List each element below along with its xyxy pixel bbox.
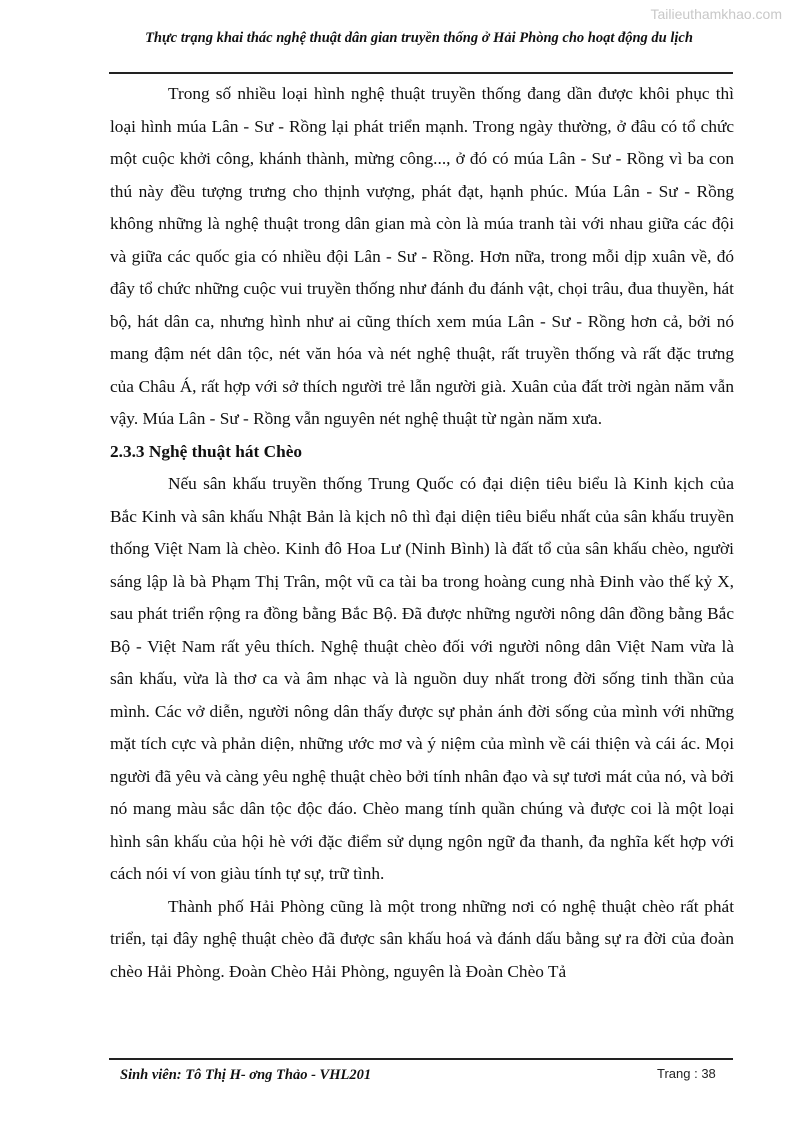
page-number: Trang : 38 <box>657 1066 716 1081</box>
footer-author: Sinh viên: Tô Thị H- ơng Thảo - VHL201 <box>120 1067 372 1083</box>
section-heading: 2.3.3 Nghệ thuật hát Chèo <box>110 441 303 461</box>
paragraph-lan-su-rong: Trong số nhiều loại hình nghệ thuật truyền thống đang dần được khôi phục thì loại hình múa Lân - Sư - Rồng lại phát triển mạnh. Trong ngày thường, ở đâu có tổ chức một cuộc khởi công, khánh thành, mừng công..., ở đó có múa Lân - Sư - Rồng vì ba con thú này đều tượng trưng cho thịnh vượng, phát đạt, hạnh phúc. Múa Lân - Sư - Rồng không những là nghệ thuật trong dân gian mà còn là múa tranh tài với nhau giữa các đội và giữa các quốc gia có nhiều đội Lân - Sư - Rồng. Hơn nữa, trong mỗi dịp xuân về, đó đây tổ chức những cuộc vui truyền thống như đánh đu đánh vật, chọi trâu, đua thuyền, hát bộ, hát dân ca, nhưng hình như ai cũng thích xem múa Lân - Sư - Rồng hơn cả, bởi nó mang đậm nét dân tộc, nét văn hóa và nét nghệ thuật, rất truyền thống và rất đặc trưng của Châu Á, rất hợp với sở thích người trẻ lẫn người già. Xuân của đất trời ngàn năm vẫn vậy. Múa Lân - Sư - Rồng vẫn nguyên nét nghệ thuật từ ngàn năm xưa. <box>110 84 734 428</box>
page-header-title: Thực trạng khai thác nghệ thuật dân gian truyền thống ở Hải Phòng cho hoạt động du lịch <box>145 30 693 46</box>
header-divider <box>109 72 733 74</box>
paragraph-hai-phong: Thành phố Hải Phòng cũng là một trong những nơi có nghệ thuật chèo rất phát triển, tại đây nghệ thuật chèo đã được sân khấu hoá và đánh dấu bằng sự ra đời của đoàn chèo Hải Phòng. Đoàn Chèo Hải Phòng, nguyên là Đoàn Chèo Tả <box>110 896 734 981</box>
document-body <box>110 78 734 988</box>
watermark-text: Tailieuthamkhao.com <box>650 6 782 22</box>
footer-divider <box>109 1058 733 1060</box>
paragraph-hat-cheo: Nếu sân khấu truyền thống Trung Quốc có đại diện tiêu biểu là Kinh kịch của Bắc Kinh và sân khấu Nhật Bản là kịch nô thì đại diện tiêu biểu nhất của sân khấu truyền thống Việt Nam là chèo. Kinh đô Hoa Lư (Ninh Bình) là đất tổ của sân khấu chèo, người sáng lập là bà Phạm Thị Trân, một vũ ca tài ba trong hoàng cung nhà Đinh vào thế kỷ X, sau phát triển rộng ra đồng bằng Bắc Bộ. Đã được những người nông dân đồng bằng Bắc Bộ - Việt Nam rất yêu thích. Nghệ thuật chèo đối với người nông dân Việt Nam vừa là sân khấu, vừa là thơ ca và âm nhạc và là nguồn duy nhất trong đời sống tinh thần của mình. Các vở diễn, người nông dân thấy được sự phản ánh đời sống của mình với những mặt tích cực và phản diện, những ước mơ và ý niệm của mình về cái thiện và cái ác. Mọi người đã yêu và càng yêu nghệ thuật chèo bởi tính nhân đạo và sự tươi mát của nó, và bởi nó mang màu sắc dân tộc độc đáo. Chèo mang tính quần chúng và được coi là một loại hình sân khấu của hội hè với đặc điểm sử dụng ngôn ngữ đa thanh, đa nghĩa kết hợp với cách nói ví von giàu tính tự sự, trữ tình. <box>110 474 734 883</box>
